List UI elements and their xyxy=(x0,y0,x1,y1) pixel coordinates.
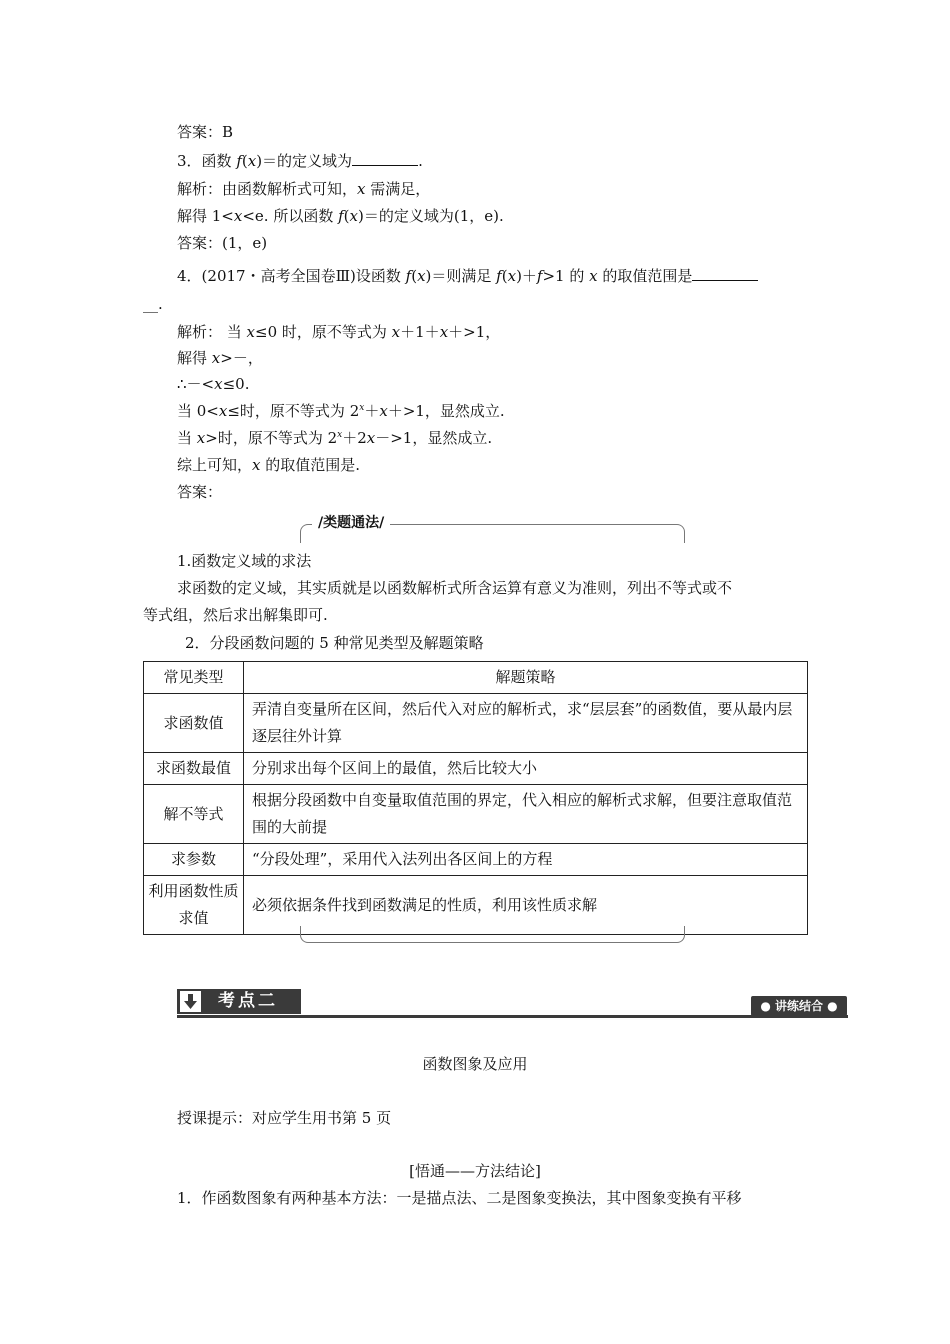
question-4 xyxy=(177,266,758,286)
q4-sol5-b: >时，原不等式为 2 xyxy=(205,429,338,447)
q3-paren: ( xyxy=(241,152,248,170)
table-row xyxy=(144,694,808,753)
q4-sol4-d: ＋>1，显然成立. xyxy=(387,402,505,420)
q4-sol2-b: >－， xyxy=(220,349,263,367)
row-strategy: 必须依据条件找到函数满足的性质，利用该性质求解 xyxy=(244,876,808,935)
q3-sol2-d: )＝的定义域为(1，e). xyxy=(358,207,504,225)
q3-f: f xyxy=(236,152,242,170)
method-conclusion-heading: [悟通——方法结论] xyxy=(409,1162,541,1180)
q4-answer: 答案： xyxy=(177,483,223,501)
section-rule xyxy=(177,1015,848,1018)
q4-sol4-exponent: x xyxy=(359,403,365,413)
q4-sol1-c: ＋1＋ xyxy=(400,323,440,341)
q4-sol5-c: ＋2 xyxy=(342,429,367,447)
method-heading-2: 2．分段函数问题的 5 种常见类型及解题策略 xyxy=(185,634,484,652)
row-type: 求函数最值 xyxy=(144,753,244,785)
q4-sol1-b: ≤0 时，原不等式为 xyxy=(255,323,392,341)
section-label: 考点二 xyxy=(218,991,278,1011)
q4-sol4-a: 当 0< xyxy=(177,402,219,420)
q4-continuation: __. xyxy=(143,295,163,313)
table-row xyxy=(144,785,808,844)
method-heading-1: 1.函数定义域的求法 xyxy=(177,552,312,570)
method-box-frame-bottom xyxy=(300,926,685,943)
q3-sol1-a: 解析：由函数解析式可知， xyxy=(177,180,358,198)
section-tag: ● 讲练结合 ● xyxy=(751,996,847,1016)
lesson-hint: 授课提示：对应学生用书第 5 页 xyxy=(177,1109,392,1127)
row-type: 利用函数性质求值 xyxy=(144,876,244,935)
row-strategy: 分别求出每个区间上的最值，然后比较大小 xyxy=(244,753,808,785)
q4-sol6-a: 综上可知， xyxy=(177,456,253,474)
section-title: 函数图象及应用 xyxy=(422,1055,528,1073)
q3-x: x xyxy=(247,152,257,170)
q4-sol6-x: x xyxy=(252,456,261,474)
method-box-title: /类题通法/ xyxy=(312,512,390,534)
q4-sol2-a: 解得 xyxy=(177,349,212,367)
q4-g: >1 的 xyxy=(542,267,590,285)
header-strategy: 解题策略 xyxy=(244,662,808,694)
q3-end: . xyxy=(418,152,423,170)
row-type: 求参数 xyxy=(144,844,244,876)
q3-solution-2 xyxy=(177,206,504,226)
q4-solution-3 xyxy=(177,374,249,394)
row-strategy: “分段处理”，采用代入法列出各区间上的方程 xyxy=(244,844,808,876)
q4-sol1-a: 解析： 当 xyxy=(177,323,247,341)
q4-sol1-x3: x xyxy=(439,323,449,341)
q4-solution-6 xyxy=(177,455,360,475)
down-arrow-icon xyxy=(180,991,201,1012)
answer-blank xyxy=(352,151,418,166)
row-strategy: 根据分段函数中自变量取值范围的界定，代入相应的解析式求解，但要注意取值范围的大前提 xyxy=(244,785,808,844)
q4-sol5-a: 当 xyxy=(177,429,197,447)
q4-solution-2 xyxy=(177,348,263,368)
q3-sol2-a: 解得 1< xyxy=(177,207,234,225)
q4-solution-1 xyxy=(177,322,500,342)
q4-sol1-d: ＋>1， xyxy=(448,323,501,341)
q4-x3: x xyxy=(589,267,598,285)
q3-sol1-b: 需满足， xyxy=(365,180,431,198)
q3-text: 3．函数 xyxy=(177,152,237,170)
answer-b: 答案：B xyxy=(177,123,234,141)
q4-x2: x xyxy=(507,267,517,285)
q3-sol2-x: x xyxy=(233,207,243,225)
q4-x: x xyxy=(417,267,426,285)
q4-f: f xyxy=(405,267,412,285)
q4-f2: f xyxy=(496,267,502,285)
row-type: 解不等式 xyxy=(144,785,244,844)
q3-sol2-x2: x xyxy=(349,207,358,225)
q4-sol4-c: ＋ xyxy=(364,402,380,420)
point-1: 1．作函数图象有两种基本方法：一是描点法、二是图象变换法，其中图象变换有平移 xyxy=(177,1189,742,1207)
q4-sol6-b: 的取值范围是. xyxy=(260,456,361,474)
q4-sol4-x: x xyxy=(218,402,228,420)
method-text-2: 等式组，然后求出解集即可. xyxy=(143,606,328,624)
question-3 xyxy=(177,151,423,171)
q4-sol3-x: x xyxy=(214,375,223,393)
strategy-table xyxy=(143,661,808,935)
q3-solution-1 xyxy=(177,179,430,199)
q4-sol5-x2: x xyxy=(366,429,376,447)
q4-e: )＋ xyxy=(516,267,537,285)
q4-h: 的取值范围是 xyxy=(597,267,693,285)
q4-b: ( xyxy=(411,267,418,285)
table-row xyxy=(144,753,808,785)
q4-solution-4 xyxy=(177,401,505,421)
table-row xyxy=(144,844,808,876)
q4-a: 4．(2017・高考全国卷Ⅲ)设函数 xyxy=(177,267,406,285)
q3-sol2-f: f xyxy=(338,207,344,225)
answer-blank xyxy=(692,266,758,281)
row-strategy: 弄清自变量所在区间，然后代入对应的解析式，求“层层套”的函数值，要从最内层逐层往外计算 xyxy=(244,694,808,753)
q4-sol5-exponent: x xyxy=(337,430,343,440)
row-type: 求函数值 xyxy=(144,694,244,753)
q4-sol1-x: x xyxy=(246,323,256,341)
q3-sol2-c: ( xyxy=(343,207,350,225)
q4-sol1-x2: x xyxy=(391,323,401,341)
q4-sol5-d: －>1，显然成立. xyxy=(375,429,493,447)
q3-sol2-b: <e. 所以函数 xyxy=(242,207,339,225)
q4-sol4-b: ≤时，原不等式为 2 xyxy=(227,402,360,420)
q3-text2: )＝的定义域为 xyxy=(256,152,353,170)
q4-sol5-x: x xyxy=(196,429,206,447)
header-type: 常见类型 xyxy=(144,662,244,694)
method-text-1: 求函数的定义域，其实质就是以函数解析式所含运算有意义为准则，列出不等式或不 xyxy=(177,579,733,597)
q4-c: )＝则满足 xyxy=(425,267,497,285)
q3-answer: 答案：(1，e) xyxy=(177,234,268,252)
q4-sol2-x: x xyxy=(211,349,221,367)
q4-sol3-b: ≤0. xyxy=(222,375,250,393)
q4-f3: f xyxy=(536,267,543,285)
q4-sol4-x2: x xyxy=(379,402,388,420)
q4-d: ( xyxy=(501,267,508,285)
q4-solution-5 xyxy=(177,428,492,448)
q3-sol1-x: x xyxy=(357,180,366,198)
table-header-row xyxy=(144,662,808,694)
q4-sol3-a: ∴－< xyxy=(177,375,215,393)
